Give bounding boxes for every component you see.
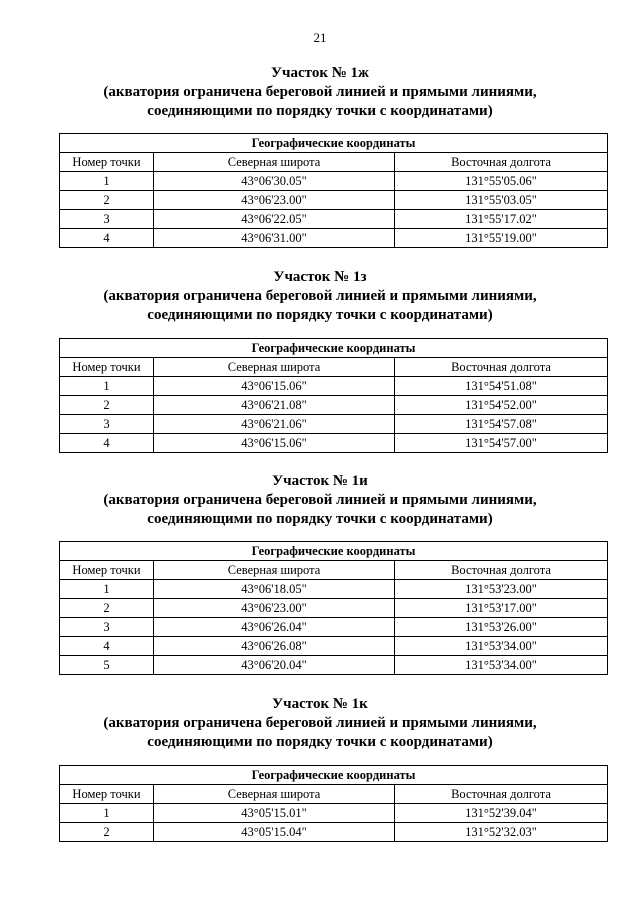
table-row — [60, 172, 608, 191]
coordinates-table — [59, 765, 608, 842]
coordinates-table — [59, 541, 608, 675]
table-row — [60, 618, 608, 637]
point-number: 2 — [60, 396, 154, 415]
table-header-row — [60, 542, 608, 561]
table-header-row — [60, 134, 608, 153]
geo-coordinates-header: Географические координаты — [60, 542, 608, 561]
column-header-longitude: Восточная долгота — [395, 785, 608, 804]
point-number: 1 — [60, 377, 154, 396]
column-header-latitude: Северная широта — [154, 561, 395, 580]
column-header-longitude: Восточная долгота — [395, 561, 608, 580]
latitude-cell: 43°06'15.06" — [154, 434, 395, 453]
section-title: Участок № 1з — [273, 269, 367, 285]
page-number: 21 — [313, 30, 327, 45]
point-number: 4 — [60, 637, 154, 656]
latitude-cell: 43°06'21.08" — [154, 396, 395, 415]
section-1i — [0, 472, 640, 529]
longitude-cell: 131°53'34.00" — [395, 656, 608, 675]
column-header-longitude: Восточная долгота — [395, 153, 608, 172]
table-row — [60, 823, 608, 842]
latitude-cell: 43°06'26.08" — [154, 637, 395, 656]
point-number: 2 — [60, 823, 154, 842]
column-header-point: Номер точки — [60, 785, 154, 804]
longitude-cell: 131°54'57.08" — [395, 415, 608, 434]
column-header-latitude: Северная широта — [154, 785, 395, 804]
longitude-cell: 131°55'19.00" — [395, 229, 608, 248]
section-description-line-1: (акватория ограничена береговой линией и прямыми линиями, — [103, 288, 537, 304]
table-row — [60, 599, 608, 618]
point-number: 1 — [60, 580, 154, 599]
latitude-cell: 43°06'23.00" — [154, 599, 395, 618]
table-row — [60, 210, 608, 229]
point-number: 3 — [60, 618, 154, 637]
section-description-line-1: (акватория ограничена береговой линией и прямыми линиями, — [103, 84, 537, 100]
table-row — [60, 191, 608, 210]
table-row — [60, 229, 608, 248]
section-1z — [0, 268, 640, 325]
column-header-row — [60, 358, 608, 377]
section-1k — [0, 695, 640, 752]
point-number: 1 — [60, 804, 154, 823]
table-header-row — [60, 766, 608, 785]
section-description-line-2: соединяющими по порядку точки с координатами) — [147, 307, 493, 323]
point-number: 2 — [60, 599, 154, 618]
point-number: 3 — [60, 415, 154, 434]
longitude-cell: 131°52'32.03" — [395, 823, 608, 842]
table-header-row — [60, 339, 608, 358]
latitude-cell: 43°06'15.06" — [154, 377, 395, 396]
latitude-cell: 43°05'15.01" — [154, 804, 395, 823]
column-header-latitude: Северная широта — [154, 153, 395, 172]
latitude-cell: 43°06'30.05" — [154, 172, 395, 191]
table-row — [60, 656, 608, 675]
point-number: 3 — [60, 210, 154, 229]
table-row — [60, 415, 608, 434]
section-description-line-1: (акватория ограничена береговой линией и прямыми линиями, — [103, 715, 537, 731]
section-title: Участок № 1и — [272, 473, 368, 489]
geo-coordinates-header: Географические координаты — [60, 339, 608, 358]
section-description-line-2: соединяющими по порядку точки с координатами) — [147, 103, 493, 119]
point-number: 4 — [60, 229, 154, 248]
longitude-cell: 131°55'05.06" — [395, 172, 608, 191]
column-header-row — [60, 561, 608, 580]
table-row — [60, 637, 608, 656]
section-title: Участок № 1ж — [271, 65, 369, 81]
longitude-cell: 131°53'23.00" — [395, 580, 608, 599]
section-1zh — [0, 64, 640, 121]
column-header-row — [60, 785, 608, 804]
longitude-cell: 131°54'57.00" — [395, 434, 608, 453]
geo-coordinates-header: Географические координаты — [60, 766, 608, 785]
table-row — [60, 804, 608, 823]
table-row — [60, 580, 608, 599]
latitude-cell: 43°05'15.04" — [154, 823, 395, 842]
longitude-cell: 131°54'51.08" — [395, 377, 608, 396]
longitude-cell: 131°53'26.00" — [395, 618, 608, 637]
table-row — [60, 377, 608, 396]
latitude-cell: 43°06'22.05" — [154, 210, 395, 229]
longitude-cell: 131°52'39.04" — [395, 804, 608, 823]
section-description-line-2: соединяющими по порядку точки с координатами) — [147, 511, 493, 527]
longitude-cell: 131°55'17.02" — [395, 210, 608, 229]
column-header-longitude: Восточная долгота — [395, 358, 608, 377]
longitude-cell: 131°53'17.00" — [395, 599, 608, 618]
latitude-cell: 43°06'26.04" — [154, 618, 395, 637]
latitude-cell: 43°06'20.04" — [154, 656, 395, 675]
longitude-cell: 131°55'03.05" — [395, 191, 608, 210]
point-number: 1 — [60, 172, 154, 191]
column-header-latitude: Северная широта — [154, 358, 395, 377]
section-title: Участок № 1к — [272, 696, 368, 712]
coordinates-table — [59, 133, 608, 248]
longitude-cell: 131°54'52.00" — [395, 396, 608, 415]
point-number: 2 — [60, 191, 154, 210]
coordinates-table — [59, 338, 608, 453]
section-description-line-2: соединяющими по порядку точки с координатами) — [147, 734, 493, 750]
section-description-line-1: (акватория ограничена береговой линией и прямыми линиями, — [103, 492, 537, 508]
point-number: 4 — [60, 434, 154, 453]
longitude-cell: 131°53'34.00" — [395, 637, 608, 656]
column-header-row — [60, 153, 608, 172]
column-header-point: Номер точки — [60, 153, 154, 172]
column-header-point: Номер точки — [60, 358, 154, 377]
geo-coordinates-header: Географические координаты — [60, 134, 608, 153]
point-number: 5 — [60, 656, 154, 675]
latitude-cell: 43°06'18.05" — [154, 580, 395, 599]
table-row — [60, 396, 608, 415]
latitude-cell: 43°06'31.00" — [154, 229, 395, 248]
column-header-point: Номер точки — [60, 561, 154, 580]
table-row — [60, 434, 608, 453]
latitude-cell: 43°06'21.06" — [154, 415, 395, 434]
latitude-cell: 43°06'23.00" — [154, 191, 395, 210]
